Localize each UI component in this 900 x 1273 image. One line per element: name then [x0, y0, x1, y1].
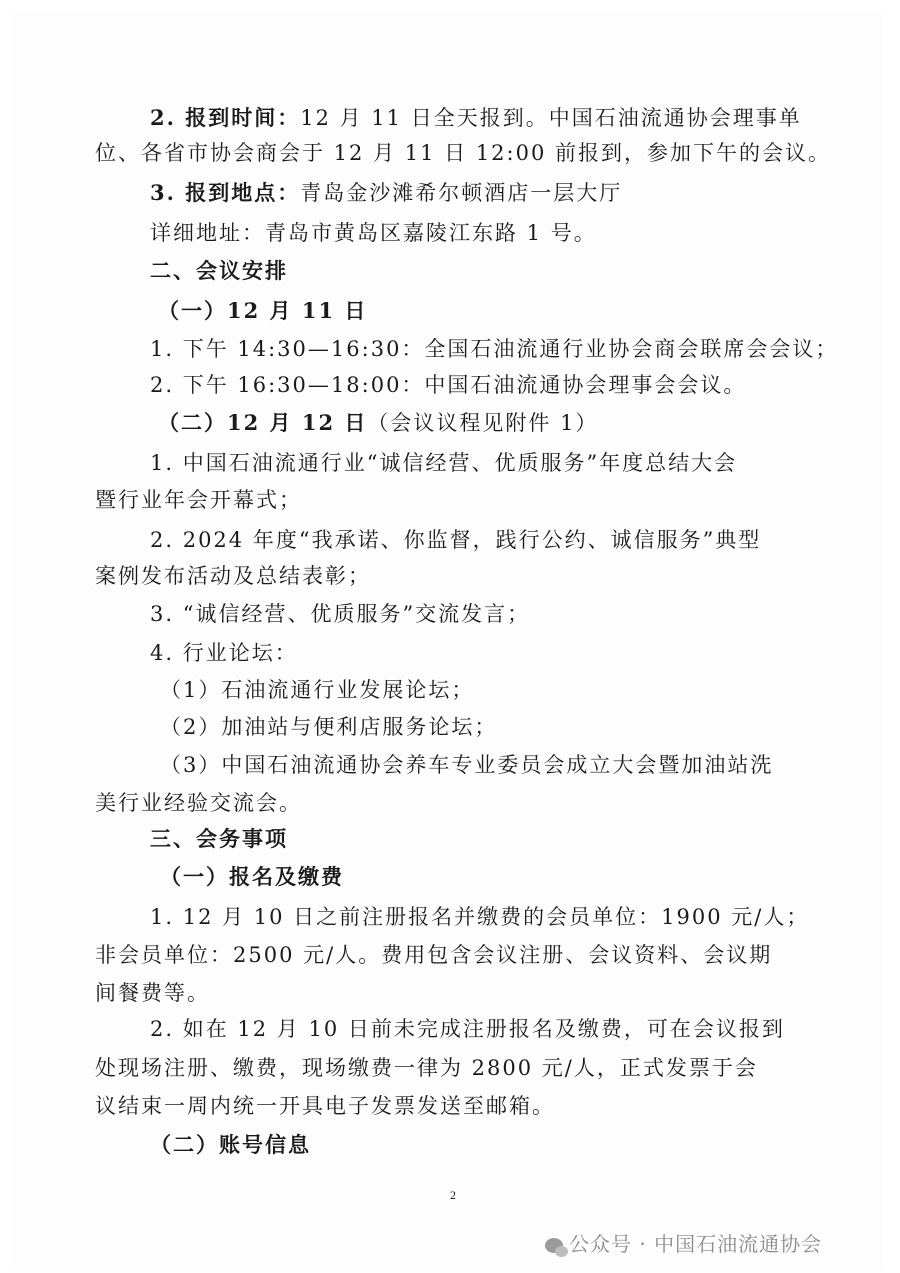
text-line: [95, 790, 302, 816]
text-line: [150, 640, 298, 666]
line-text: 1. 下午 14:30—16:30：全国石油流通行业协会商会联席会会议；: [150, 337, 839, 361]
line-text: （1）石油流通行业发展论坛；: [160, 678, 475, 702]
text-line: [150, 220, 597, 246]
line-text: 美行业经验交流会。: [95, 791, 302, 815]
text-line: [95, 140, 831, 166]
line-text: 暨行业年会开幕式；: [95, 488, 302, 512]
text-line: [150, 450, 737, 476]
line-text: 2. 下午 16:30—18:00：中国石油流通协会理事会会议。: [150, 373, 747, 397]
text-line: [95, 1093, 555, 1119]
line-heading: （一）报名及缴费: [160, 864, 344, 889]
text-line: [150, 1016, 785, 1042]
line-heading: （二）账号信息: [150, 1132, 311, 1157]
text-line: [95, 487, 302, 513]
text-line: [150, 904, 809, 930]
wechat-watermark: [545, 1228, 822, 1257]
line-text: 位、各省市协会商会于 12 月 11 日 12:00 前报到，参加下午的会议。: [95, 141, 832, 165]
line-text: 处现场注册、缴费，现场缴费一律为 2800 元/人，正式发票于会: [95, 1056, 758, 1080]
line-text: 青岛金沙滩希尔顿酒店一层大厅: [300, 181, 623, 205]
text-line: [95, 1055, 758, 1081]
text-line: [160, 677, 474, 703]
line-text: 议结束一周内统一开具电子发票发送至邮箱。: [95, 1094, 555, 1118]
text-line: [150, 180, 622, 206]
watermark-text: 公众号 · 中国石油流通协会: [569, 1232, 823, 1256]
line-text: 2. 2024 年度“我承诺、你监督，践行公约、诚信服务”典型: [150, 528, 762, 552]
line-text: （3）中国石油流通协会养车专业委员会成立大会暨加油站洗: [160, 753, 774, 777]
line-text: 3. “诚信经营、优质服务”交流发言；: [150, 602, 531, 626]
text-line: [95, 563, 371, 589]
line-text: 4. 行业论坛：: [150, 641, 298, 665]
text-line: [150, 372, 746, 398]
line-heading: 二、会议安排: [150, 258, 288, 283]
wechat-icon: [545, 1238, 563, 1253]
text-line: [150, 105, 802, 131]
line-text: （会议议程见附件 1）: [367, 411, 599, 435]
text-line: [95, 942, 772, 968]
text-line: [150, 1132, 311, 1158]
text-line: [150, 826, 288, 852]
text-line: [150, 336, 838, 362]
page-number: 2: [450, 1188, 456, 1202]
text-line: [150, 601, 530, 627]
line-text: 详细地址：青岛市黄岛区嘉陵江东路 1 号。: [150, 221, 597, 245]
line-text: 间餐费等。: [95, 981, 210, 1005]
text-line: [160, 752, 773, 778]
line-text: 12 月 11 日全天报到。中国石油流通协会理事单: [300, 106, 802, 130]
line-heading: 三、会务事项: [150, 826, 288, 851]
text-line: [158, 298, 367, 324]
line-text: 非会员单位：2500 元/人。费用包含会议注册、会议资料、会议期: [95, 943, 773, 967]
line-heading: 3. 报到地点：: [150, 180, 301, 205]
line-text: 1. 中国石油流通行业“诚信经营、优质服务”年度总结大会: [150, 451, 738, 475]
text-line: [150, 527, 761, 553]
text-line: [160, 714, 497, 740]
line-heading: 2. 报到时间：: [150, 105, 301, 130]
line-heading: （一）12 月 11 日: [158, 298, 368, 323]
text-line: [158, 410, 598, 436]
line-heading: （二）12 月 12 日: [158, 410, 368, 435]
text-line: [150, 258, 288, 284]
document-page: [12, 12, 883, 1270]
line-text: 1. 12 月 10 日之前注册报名并缴费的会员单位：1900 元/人；: [150, 905, 810, 929]
text-line: [95, 980, 210, 1006]
line-text: 2. 如在 12 月 10 日前未完成注册报名及缴费，可在会议报到: [150, 1017, 785, 1041]
text-line: [160, 864, 344, 890]
line-text: 案例发布活动及总结表彰；: [95, 564, 371, 588]
line-text: （2）加油站与便利店服务论坛；: [160, 715, 498, 739]
